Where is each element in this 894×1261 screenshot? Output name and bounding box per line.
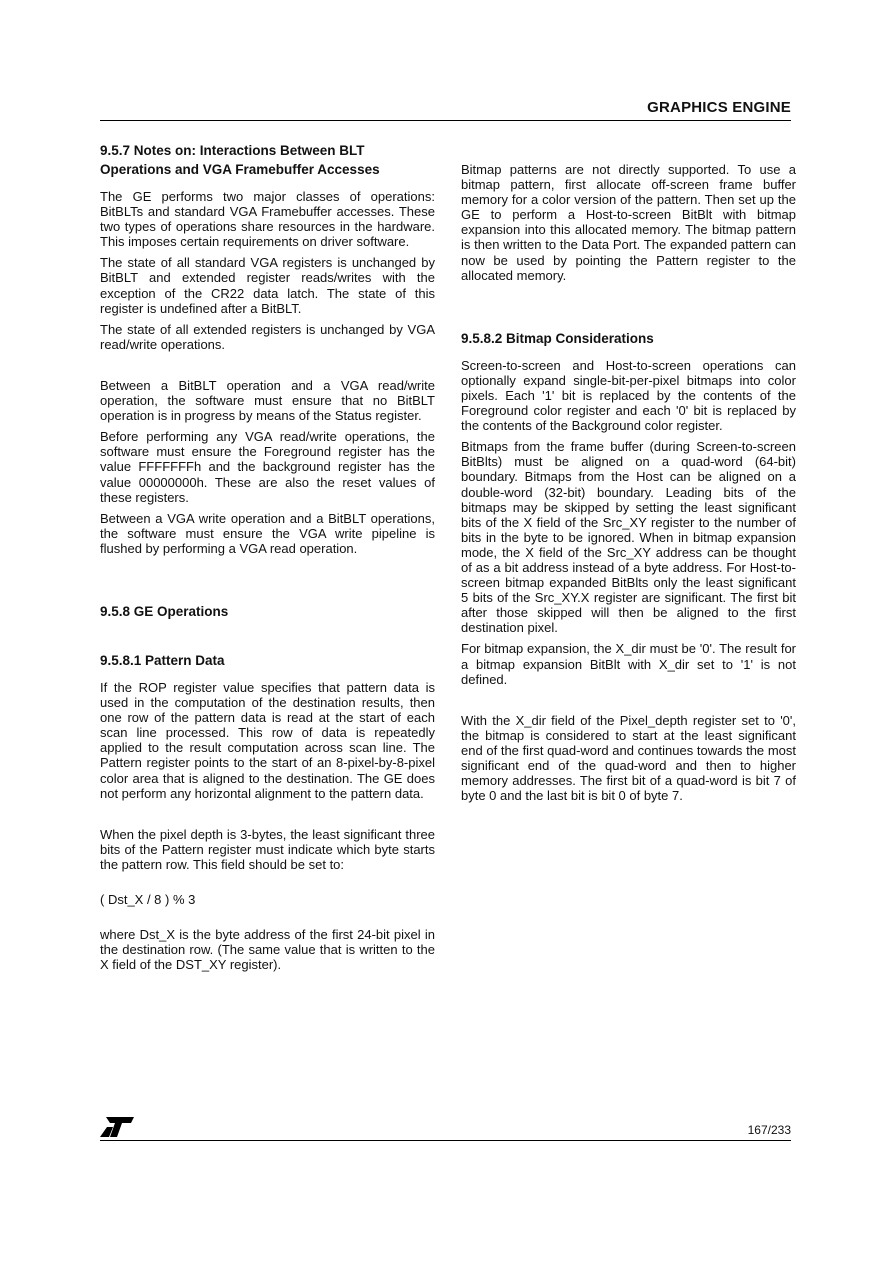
paragraph: Bitmaps from the frame buffer (during Screen-to-screen BitBlts) must be aligned on a quad-word (64-bit) boundary. Bitmaps from the Host can be aligned on a double-word (32-bit) boundary. Leading bits of the bitmaps may be skipped by setting the least significant bits of the X field of the Src_XY register to the number of bits in the byte to be ignored. When in bitmap expansion mode, the X field of the Src_XY address can be thought of as a bit address instead of a byte address. For Host-to-screen bitmap expanded BitBlts only the least significant 5 bits of the Src_XY.X register are significant. The first bit after those skipped will then be aligned to the first destination pixel.	[461, 439, 796, 636]
page-number: 167/233	[747, 1123, 791, 1137]
section-heading-9-5-8-2: 9.5.8.2 Bitmap Considerations	[461, 330, 654, 346]
paragraph: Bitmap patterns are not directly supported. To use a bitmap pattern, first allocate off-screen frame buffer memory for a color version of the pattern. Then set up the GE to perform a Host-to-screen BitBlt with bitmap expansion into this allocated memory. The bitmap pattern is then written to the Data Port. The expanded pattern can now be used by pointing the Pattern register to the allocated memory.	[461, 162, 796, 283]
paragraph: With the X_dir field of the Pixel_depth register set to '0', the bitmap is considered to start at the least significant end of the first quad-word and continues towards the most significant end of the quad-word and then to higher memory addresses. The first bit of a quad-word is bit 7 of byte 0 and the last bit is bit 0 of byte 7.	[461, 712, 796, 804]
paragraph: Between a BitBLT operation and a VGA read/write operation, the software must ensure that no BitBLT operation is in progress by means of the Status register.	[100, 377, 435, 424]
paragraph: The state of all extended registers is unchanged by VGA read/write operations.	[100, 321, 435, 352]
paragraph: If the ROP register value specifies that pattern data is used in the computation of the destination results, then one row of the pattern data is read at the start of each scan line processed. This row of data is repeatedly applied to the result computation across scan line. The Pattern register points to the start of an 8-pixel-by-8-pixel color area that is aligned to the destination. The GE does not perform any horizontal alignment to the pattern data.	[100, 679, 435, 801]
paragraph: Screen-to-screen and Host-to-screen operations can optionally expand single-bit-per-pixel bitmaps into color pixels. Each '1' bit is replaced by the contents of the Foreground color register and each '0' bit is replaced by the contents of the Background color register.	[461, 357, 796, 434]
left-column	[100, 141, 435, 978]
paragraph: Between a VGA write operation and a BitBLT operations, the software must ensure the VGA write pipeline is flushed by performing a VGA read operation.	[100, 510, 435, 556]
right-column	[461, 162, 796, 809]
section-heading-9-5-8-1: 9.5.8.1 Pattern Data	[100, 652, 225, 668]
section-heading-9-5-8: 9.5.8 GE Operations	[100, 603, 229, 619]
page-footer	[100, 1113, 791, 1141]
st-logo	[100, 1115, 134, 1139]
paragraph: The GE performs two major classes of operations: BitBLTs and standard VGA Framebuffer accesses. These two types of operations share resources in the hardware. This imposes certain requirements on driver software.	[100, 189, 435, 250]
page-header	[100, 99, 791, 121]
section-heading-9-5-7: 9.5.7 Notes on: Interactions Between BLT Operations and VGA Framebuffer Accesses	[100, 143, 380, 177]
paragraph: When the pixel depth is 3-bytes, the least significant three bits of the Pattern register must indicate which byte starts the pattern row. This field should be set to:	[100, 826, 435, 872]
formula: ( Dst_X / 8 ) % 3	[100, 892, 196, 907]
paragraph: For bitmap expansion, the X_dir must be '0'. The result for a bitmap expansion BitBlt with X_dir set to '1' is not defined.	[461, 641, 796, 687]
paragraph: The state of all standard VGA registers is unchanged by BitBLT and extended register reads/writes with the exception of the CR22 data latch. The state of this register is undefined after a BitBLT.	[100, 255, 435, 316]
paragraph: Before performing any VGA read/write operations, the software must ensure the Foreground register has the value FFFFFFFh and the background register has the value 00000000h. These are also the reset values of these registers.	[100, 429, 435, 505]
paragraph: where Dst_X is the byte address of the first 24-bit pixel in the destination row. (The same value that is written to the X field of the DST_XY register).	[100, 927, 435, 973]
header-title: GRAPHICS ENGINE	[647, 99, 791, 116]
